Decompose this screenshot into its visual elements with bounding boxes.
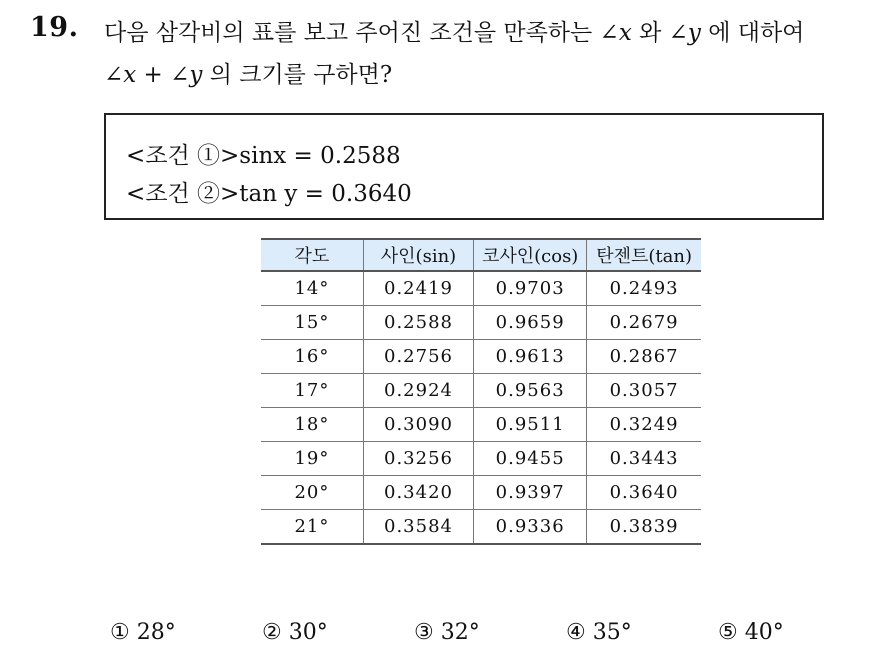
condition-2-expression: tan y = 0.3640 <box>239 181 412 207</box>
sin-cell: 0.2419 <box>363 271 473 306</box>
table-row <box>261 510 701 545</box>
choice-1-mark: ① <box>110 620 130 645</box>
cos-cell: 0.9336 <box>474 510 587 545</box>
angle-sum-expression: ∠x + ∠y <box>104 62 203 88</box>
cos-cell: 0.9613 <box>474 340 587 374</box>
tan-cell: 0.2679 <box>587 306 701 340</box>
choice-4-mark: ④ <box>566 620 586 645</box>
choice-5-mark: ⑤ <box>718 620 738 645</box>
condition-2 <box>126 175 412 208</box>
cos-cell: 0.9397 <box>474 476 587 510</box>
condition-box <box>104 113 824 220</box>
choice-3-value: 32° <box>440 620 480 645</box>
condition-2-label: <조건 ②> <box>126 181 240 207</box>
question-line-1 <box>104 14 804 47</box>
table-row <box>261 340 701 374</box>
choice-4-value: 35° <box>592 620 632 645</box>
angle-cell: 14° <box>261 271 363 306</box>
tan-cell: 0.3057 <box>587 374 701 408</box>
choice-1[interactable] <box>110 620 176 645</box>
angle-cell: 19° <box>261 442 363 476</box>
cos-cell: 0.9563 <box>474 374 587 408</box>
condition-1-label: <조건 ①> <box>126 143 240 169</box>
trig-table-header-row <box>261 239 701 271</box>
choice-5-value: 40° <box>744 620 784 645</box>
angle-cell: 18° <box>261 408 363 442</box>
tan-cell: 0.3839 <box>587 510 701 545</box>
sin-cell: 0.2924 <box>363 374 473 408</box>
tan-cell: 0.2493 <box>587 271 701 306</box>
choice-5[interactable] <box>718 620 784 645</box>
table-row <box>261 374 701 408</box>
angle-cell: 17° <box>261 374 363 408</box>
choice-2-value: 30° <box>288 620 328 645</box>
angle-y-label: ∠y <box>668 20 701 46</box>
sin-cell: 0.3420 <box>363 476 473 510</box>
header-tan: 탄젠트(tan) <box>587 239 701 271</box>
choice-3[interactable] <box>414 620 480 645</box>
angle-x-label: ∠x <box>599 20 632 46</box>
tan-cell: 0.3443 <box>587 442 701 476</box>
header-angle: 각도 <box>261 239 363 271</box>
choice-1-value: 28° <box>136 620 176 645</box>
tan-cell: 0.2867 <box>587 340 701 374</box>
choice-2-mark: ② <box>262 620 282 645</box>
sin-cell: 0.3090 <box>363 408 473 442</box>
choice-3-mark: ③ <box>414 620 434 645</box>
choice-2[interactable] <box>262 620 328 645</box>
question-number: 19. <box>30 12 79 43</box>
condition-1 <box>126 137 401 170</box>
cos-cell: 0.9511 <box>474 408 587 442</box>
question-text-1-end: 에 대하여 <box>708 20 805 46</box>
choice-4[interactable] <box>566 620 632 645</box>
table-row <box>261 476 701 510</box>
header-cos: 코사인(cos) <box>474 239 587 271</box>
header-sin: 사인(sin) <box>363 239 473 271</box>
sin-cell: 0.2756 <box>363 340 473 374</box>
table-row <box>261 271 701 306</box>
sin-cell: 0.2588 <box>363 306 473 340</box>
tan-cell: 0.3249 <box>587 408 701 442</box>
cos-cell: 0.9659 <box>474 306 587 340</box>
trig-table-body <box>261 271 701 544</box>
angle-cell: 20° <box>261 476 363 510</box>
question-and: 와 <box>639 20 662 46</box>
sin-cell: 0.3584 <box>363 510 473 545</box>
cos-cell: 0.9703 <box>474 271 587 306</box>
angle-cell: 21° <box>261 510 363 545</box>
table-row <box>261 306 701 340</box>
question-line-2 <box>104 56 392 89</box>
sin-cell: 0.3256 <box>363 442 473 476</box>
tan-cell: 0.3640 <box>587 476 701 510</box>
table-row <box>261 408 701 442</box>
table-row <box>261 442 701 476</box>
condition-1-expression: sinx = 0.2588 <box>239 143 401 169</box>
angle-cell: 15° <box>261 306 363 340</box>
trig-table <box>261 238 701 545</box>
angle-cell: 16° <box>261 340 363 374</box>
question-text-2: 의 크기를 구하면? <box>209 62 393 88</box>
question-text-1: 다음 삼각비의 표를 보고 주어진 조건을 만족하는 <box>104 20 593 46</box>
cos-cell: 0.9455 <box>474 442 587 476</box>
